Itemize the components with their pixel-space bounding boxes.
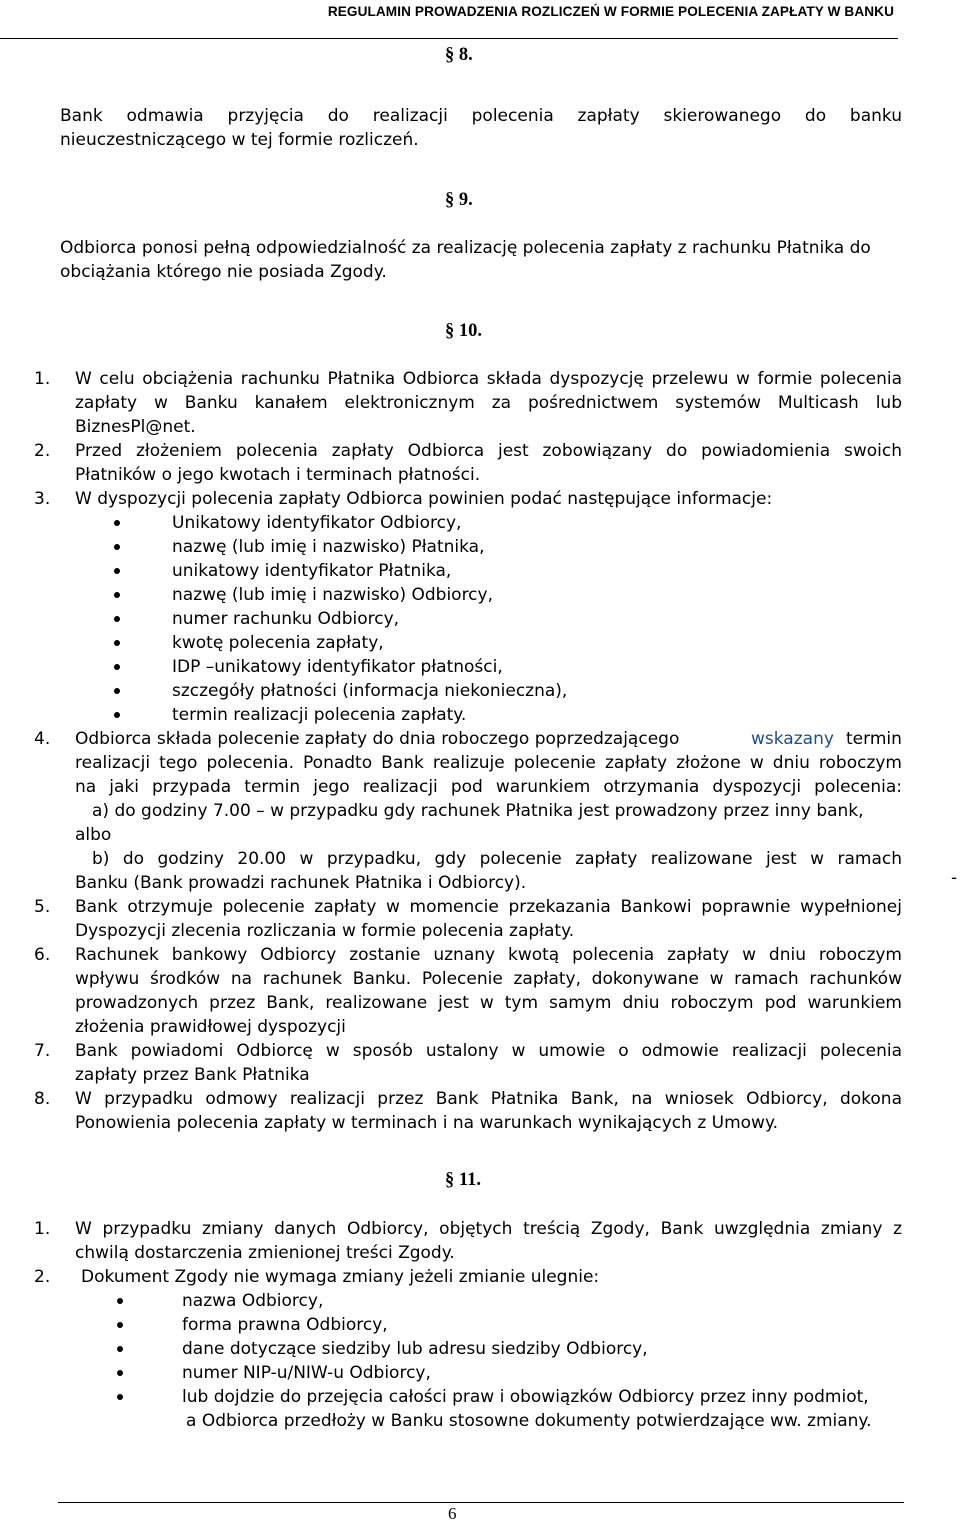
- list-item: nazwę (lub imię i nazwisko) Płatnika,: [172, 537, 485, 557]
- section-11-heading: § 11.: [445, 1170, 481, 1190]
- bullet-icon: [114, 616, 120, 622]
- section-10-heading: § 10.: [445, 321, 482, 341]
- margin-dash: -: [951, 868, 958, 888]
- item-4-option-b-cont: Banku (Bank prowadzi rachunek Płatnika i Odbiorcy).: [75, 873, 527, 893]
- item-6-line4: złożenia prawidłowej dyspozycji: [75, 1017, 346, 1037]
- list-item: termin realizacji polecenia zapłaty.: [172, 705, 467, 725]
- section-8-text-line2: nieuczestniczącego w tej formie rozliczeń.: [60, 130, 419, 150]
- bullet-icon: [114, 664, 120, 670]
- item-6-line3: prowadzonych przez Bank, realizowane jest w tym samym dniu roboczym pod warunkiem: [75, 993, 902, 1013]
- s11-item-1-line1: W przypadku zmiany danych Odbiorcy, objętych treścią Zgody, Bank uwzględnia zmiany z: [75, 1219, 902, 1239]
- bullet-icon: [117, 1298, 123, 1304]
- item-number: 7.: [34, 1041, 51, 1061]
- item-2-line1: Przed złożeniem polecenia zapłaty Odbiorca jest zobowiązany do powiadomienia swoich: [75, 441, 902, 461]
- item-8-line2: Ponowienia polecenia zapłaty w terminach i na warunkach wynikających z Umowy.: [75, 1113, 779, 1133]
- s11-item-1-line2: chwilą dostarczenia zmienionej treści Zgody.: [75, 1243, 455, 1263]
- s11-item-2-line1: Dokument Zgody nie wymaga zmiany jeżeli zmianie ulegnie:: [81, 1267, 600, 1287]
- list-item: unikatowy identyfikator Płatnika,: [172, 561, 452, 581]
- bullet-icon: [117, 1346, 123, 1352]
- item-5-line1: Bank otrzymuje polecenie zapłaty w momencie przekazania Bankowi poprawnie wypełnionej: [75, 897, 902, 917]
- bullet-icon: [114, 568, 120, 574]
- list-item: Unikatowy identyfikator Odbiorcy,: [172, 513, 462, 533]
- item-number: 1.: [34, 1219, 51, 1239]
- list-item: dane dotyczące siedziby lub adresu siedziby Odbiorcy,: [182, 1339, 648, 1359]
- list-item: nazwę (lub imię i nazwisko) Odbiorcy,: [172, 585, 493, 605]
- section-8-text-line1: Bank odmawia przyjęcia do realizacji polecenia zapłaty skierowanego do banku: [60, 106, 902, 126]
- list-item: numer NIP-u/NIW-u Odbiorcy,: [182, 1363, 431, 1383]
- item-number: 8.: [34, 1089, 51, 1109]
- item-4-line3: na jaki przypada termin jego realizacji pod warunkiem otrzymania dyspozycji polecenia:: [75, 777, 902, 797]
- list-item: nazwa Odbiorcy,: [182, 1291, 324, 1311]
- page-header: [0, 0, 898, 39]
- item-number: 3.: [34, 489, 51, 509]
- bullet-icon: [114, 520, 120, 526]
- item-7-line2: zapłaty przez Bank Płatnika: [75, 1065, 310, 1085]
- list-item: kwotę polecenia zapłaty,: [172, 633, 384, 653]
- bullet-icon: [117, 1322, 123, 1328]
- list-item: forma prawna Odbiorcy,: [182, 1315, 388, 1335]
- item-1-line1: W celu obciążenia rachunku Płatnika Odbiorca składa dyspozycję przelewu w formie polecenia: [75, 369, 902, 389]
- item-number: 2.: [34, 1267, 51, 1287]
- item-4-line1-start: Odbiorca składa polecenie zapłaty do dnia roboczego poprzedzającego: [75, 729, 680, 749]
- item-7-line1: Bank powiadomi Odbiorcę w sposób ustalony w umowie o odmowie realizacji polecenia: [75, 1041, 902, 1061]
- bullet-icon: [117, 1370, 123, 1376]
- item-4-option-a-cont: albo: [75, 825, 112, 845]
- item-number: 6.: [34, 945, 51, 965]
- item-6-line2: wpływu środków na rachunek Banku. Polecenie zapłaty, dokonywane w ramach rachunków: [75, 969, 902, 989]
- item-4-line1-end: termin: [846, 729, 902, 749]
- item-2-line2: Płatników o jego kwotach i terminach płatności.: [75, 465, 481, 485]
- bullet-icon: [114, 544, 120, 550]
- bullet-icon: [114, 688, 120, 694]
- item-5-line2: Dyspozycji zlecenia rozliczania w formie polecenia zapłaty.: [75, 921, 575, 941]
- list-item-continuation: a Odbiorca przedłoży w Banku stosowne dokumenty potwierdzające ww. zmiany.: [186, 1411, 872, 1431]
- page-number: 6: [448, 1504, 457, 1523]
- bullet-icon: [114, 592, 120, 598]
- section-9-text-line1: Odbiorca ponosi pełną odpowiedzialność za realizację polecenia zapłaty z rachunku Płatnika do: [60, 238, 871, 258]
- item-4-line2: realizacji tego polecenia. Ponadto Bank realizuje polecenie zapłaty złożone w dniu roboczym: [75, 753, 902, 773]
- item-8-line1: W przypadku odmowy realizacji przez Bank Płatnika Bank, na wniosek Odbiorcy, dokona: [75, 1089, 902, 1109]
- item-number: 2.: [34, 441, 51, 461]
- item-number: 1.: [34, 369, 51, 389]
- list-item: lub dojdzie do przejęcia całości praw i obowiązków Odbiorcy przez inny podmiot,: [182, 1387, 869, 1407]
- list-item: numer rachunku Odbiorcy,: [172, 609, 400, 629]
- document-title: REGULAMIN PROWADZENIA ROZLICZEŃ W FORMIE POLECENIA ZAPŁATY W BANKU: [327, 4, 894, 19]
- item-4-option-a: a) do godziny 7.00 – w przypadku gdy rachunek Płatnika jest prowadzony przez inny bank,: [92, 801, 864, 821]
- bullet-icon: [117, 1394, 123, 1400]
- footer-divider: [58, 1502, 904, 1503]
- item-number: 5.: [34, 897, 51, 917]
- item-number: 4.: [34, 729, 51, 749]
- section-9-heading: § 9.: [445, 190, 473, 210]
- item-3-line1: W dyspozycji polecenia zapłaty Odbiorca powinien podać następujące informacje:: [75, 489, 773, 509]
- section-8-heading: § 8.: [445, 45, 473, 65]
- list-item: szczegóły płatności (informacja niekonieczna),: [172, 681, 568, 701]
- item-4-link-wskazany[interactable]: wskazany: [751, 729, 834, 749]
- item-1-line2: zapłaty w Banku kanałem elektronicznym za pośrednictwem systemów Multicash lub: [75, 393, 902, 413]
- item-1-line3: BiznesPl@net.: [75, 417, 196, 437]
- list-item: IDP –unikatowy identyfikator płatności,: [172, 657, 503, 677]
- bullet-icon: [114, 640, 120, 646]
- item-6-line1: Rachunek bankowy Odbiorcy zostanie uznany kwotą polecenia zapłaty w dniu roboczym: [75, 945, 902, 965]
- item-4-option-b: b) do godziny 20.00 w przypadku, gdy polecenie zapłaty realizowane jest w ramach: [92, 849, 902, 869]
- section-9-text-line2: obciążania którego nie posiada Zgody.: [60, 262, 387, 282]
- bullet-icon: [114, 712, 120, 718]
